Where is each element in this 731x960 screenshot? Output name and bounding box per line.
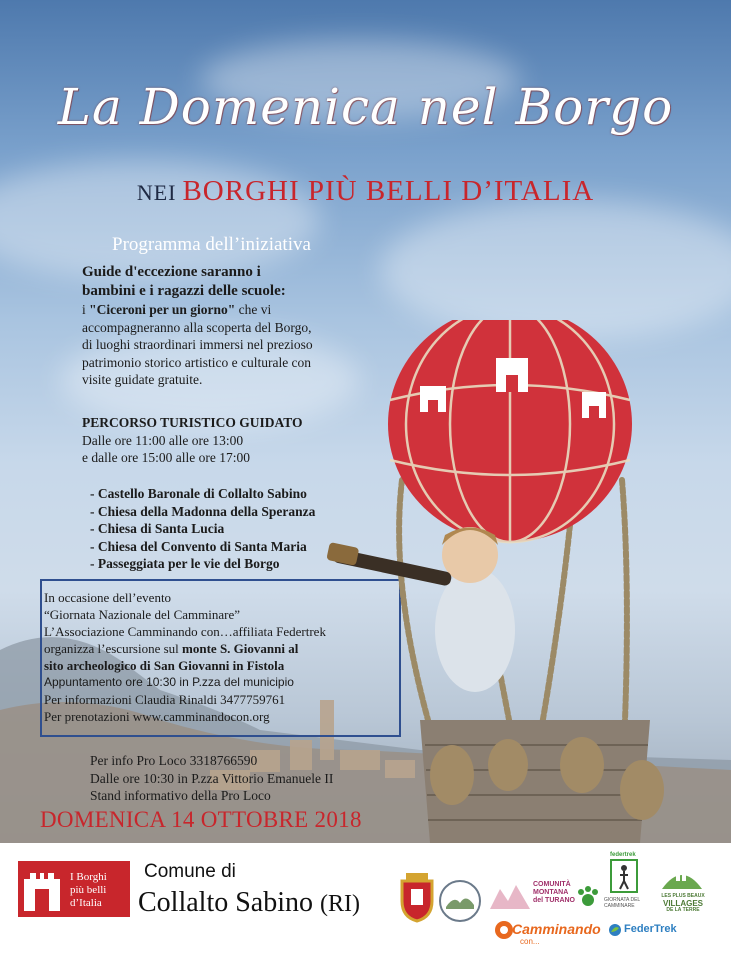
- walking-person-icon: [610, 859, 638, 893]
- list-item: - Chiesa di Santa Lucia: [90, 521, 225, 536]
- ciceroni-highlight: "Ciceroni per un giorno": [89, 302, 236, 317]
- federtrek-text: FederTrek: [624, 923, 677, 935]
- comunita-montana-text: [533, 881, 575, 905]
- programme-line-3: di luoghi straordinari immersi nel prezioso: [82, 337, 313, 352]
- village-hill-icon: [660, 865, 704, 891]
- comune-label: Comune di: [144, 861, 236, 882]
- poster-subtitle: [0, 175, 731, 208]
- borghi-logo-text: [70, 871, 107, 910]
- villages-line-1: LES PLUS BEAUX: [661, 893, 705, 899]
- list-item: - Passeggiata per le vie del Borgo: [90, 556, 280, 571]
- coat-of-arms-icon: [398, 871, 436, 923]
- borghi-line-2: più belli: [70, 884, 107, 896]
- villages-line-3: DE LA TERRE: [666, 907, 700, 913]
- tour-heading: PERCORSO TURISTICO GUIDATO: [82, 415, 303, 430]
- footer-logos-bar: [0, 843, 731, 960]
- federtrek-small-text: federtrek: [610, 852, 636, 858]
- programme-line-5: visite guidate gratuite.: [82, 372, 203, 387]
- proloco-line-3: Stand informativo della Pro Loco: [90, 788, 271, 803]
- camminando-sub-text: con...: [520, 937, 540, 946]
- event-line-7: Per informazioni Claudia Rinaldi 3477759761: [44, 692, 286, 707]
- event-line-6: Appuntamento ore 10:30 in P.zza del municipio: [44, 675, 294, 689]
- comune-province: (RI): [320, 891, 360, 917]
- ciceroni-suffix: che vi: [235, 302, 272, 317]
- event-line-5: sito archeologico di San Giovanni in Fistola: [44, 658, 285, 673]
- hot-air-balloon-illustration: [320, 320, 731, 843]
- tour-time-1: Dalle ore 11:00 alle ore 13:00: [82, 432, 244, 448]
- borghi-line-1: I Borghi: [70, 871, 107, 883]
- subtitle-prefix: NEI: [136, 180, 177, 205]
- pro-loco-logo-icon: [438, 879, 482, 923]
- event-line-8: Per prenotazioni www.camminandocon.org: [44, 709, 270, 724]
- giornata-text: GIORNATA DEL CAMMINARE: [604, 897, 641, 909]
- proloco-line-2: Dalle ore 10:30 in P.zza Vittorio Emanuele II: [90, 770, 334, 786]
- list-item: - Chiesa della Madonna della Speranza: [90, 503, 316, 519]
- villages-line-2: VILLAGES: [662, 899, 703, 908]
- programme-heading: Programma dell’iniziativa: [112, 234, 311, 255]
- event-date: DOMENICA 14 OTTOBRE 2018: [40, 807, 362, 832]
- comune-name-text: Collalto Sabino: [138, 887, 313, 918]
- programme-line-2: accompagneranno alla scoperta del Borgo,: [82, 319, 312, 335]
- ciceroni-line: [82, 301, 382, 319]
- programme-line-4: patrimonio storico artistico e culturale con: [82, 354, 312, 370]
- lead-line-2: bambini e i ragazzi delle scuole:: [82, 283, 286, 299]
- event-line-2: “Giornata Nazionale del Camminare”: [44, 607, 240, 622]
- ciceroni-prefix: i: [82, 302, 90, 317]
- borghi-piu-belli-logo: [18, 861, 130, 917]
- list-item: - Castello Baronale di Collalto Sabino: [90, 486, 307, 501]
- borghi-line-3: d’Italia: [70, 897, 102, 909]
- event-line-1: In occasione dell’evento: [44, 590, 172, 605]
- event-line-4b: monte S. Giovanni al: [182, 641, 299, 656]
- comunita-line-2: MONTANA: [533, 889, 569, 896]
- event-line-4a: organizza l’escursione sul: [44, 641, 183, 656]
- comunita-line-3: del TURANO: [533, 897, 575, 904]
- tour-time-2: e dalle ore 15:00 alle ore 17:00: [82, 450, 250, 465]
- paw-icon: [575, 883, 601, 909]
- list-item: - Chiesa del Convento di Santa Maria: [90, 538, 307, 554]
- poster-title: La Domenica nel Borgo: [57, 78, 674, 136]
- camminando-logo-icon: [494, 919, 514, 941]
- child-with-telescope: [326, 527, 515, 692]
- comunita-montana-icon: [488, 881, 532, 911]
- federtrek-leaf-icon: [608, 923, 622, 937]
- camminando-text: Camminando: [512, 921, 601, 937]
- subtitle-main: BORGHI PIÙ BELLI D’ITALIA: [182, 175, 595, 207]
- lead-line-1: Guide d'eccezione saranno i: [82, 264, 261, 280]
- comune-name: [138, 887, 360, 919]
- villages-text: [656, 893, 710, 914]
- proloco-line-1: Per info Pro Loco 3318766590: [90, 753, 258, 768]
- castle-icon: [22, 867, 62, 911]
- comunita-line-1: COMUNITÀ: [533, 881, 571, 888]
- event-line-3: L’Associazione Camminando con…affiliata Federtrek: [44, 624, 326, 639]
